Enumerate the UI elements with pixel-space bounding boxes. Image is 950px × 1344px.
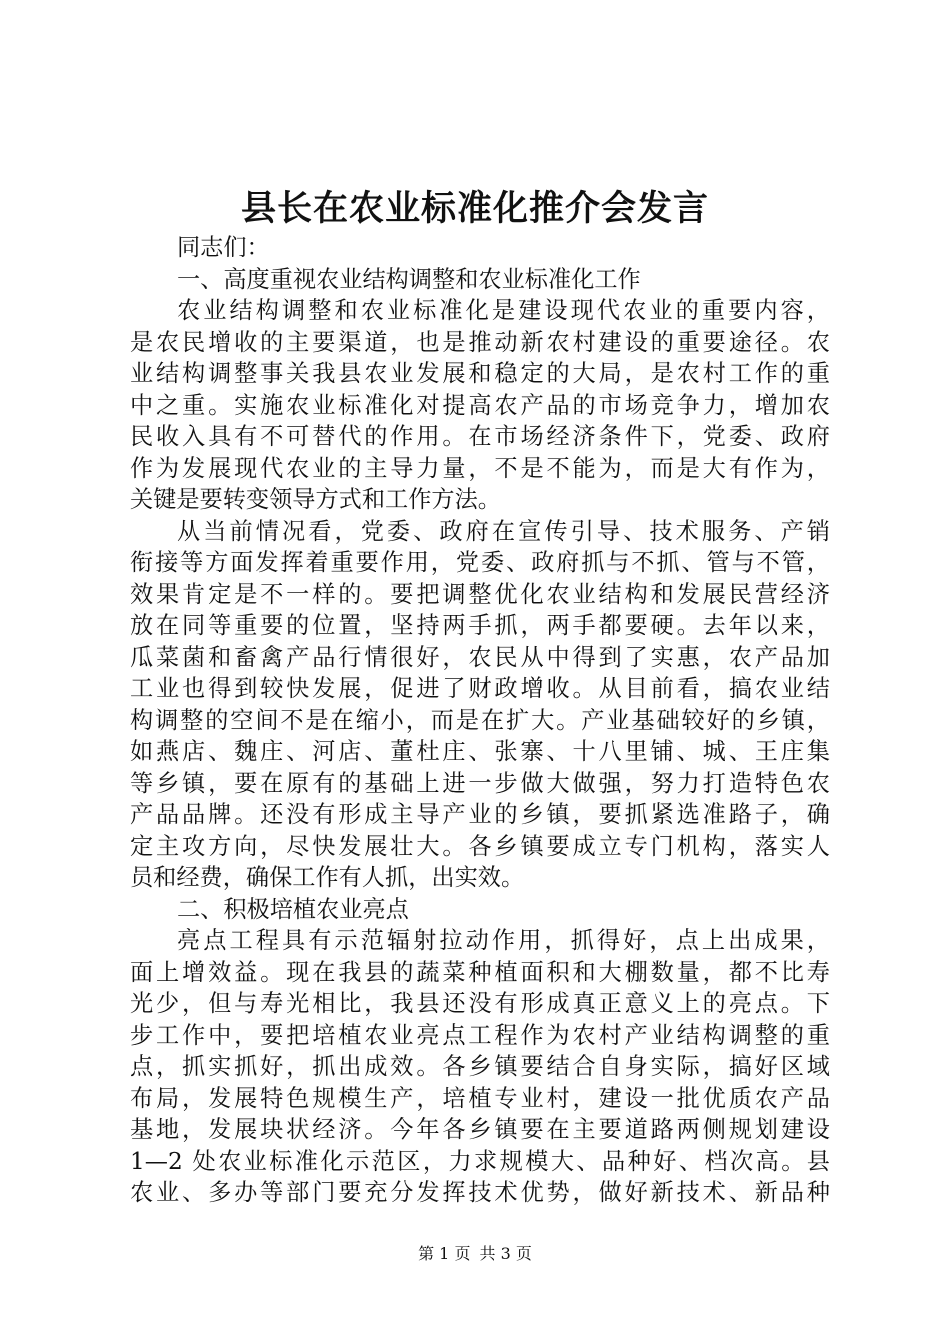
text-line: 面上增效益。现在我县的蔬菜种植面积和大棚数量，都不比寿 bbox=[130, 958, 830, 986]
text-line: 步工作中，要把培植农业亮点工程作为农村产业结构调整的重 bbox=[130, 1021, 830, 1049]
text-line: 等乡镇，要在原有的基础上进一步做大做强，努力打造特色农 bbox=[130, 769, 830, 797]
text-line: 基地，发展块状经济。今年各乡镇要在主要道路两侧规划建设 bbox=[130, 1116, 830, 1143]
text-line: 农业、多办等部门要充分发挥技术优势，做好新技术、新品种 bbox=[130, 1179, 830, 1206]
text-line: 民收入具有不可替代的作用。在市场经济条件下，党委、政府 bbox=[130, 423, 830, 450]
text-line: 衔接等方面发挥着重要作用，党委、政府抓与不抓、管与不管， bbox=[130, 549, 830, 576]
text-line: 关键是要转变领导方式和工作方法。 bbox=[130, 486, 501, 513]
text-line: 光少，但与寿光相比，我县还没有形成真正意义上的亮点。下 bbox=[130, 990, 830, 1017]
text-line: 中之重。实施农业标准化对提高农产品的市场竞争力，增加农 bbox=[130, 391, 830, 419]
text-line: 效果肯定是不一样的。要把调整优化农业结构和发展民营经济 bbox=[130, 580, 830, 608]
text-line: 工业也得到较快发展，促进了财政增收。从目前看，搞农业结 bbox=[130, 675, 830, 702]
text-line: 亮点工程具有示范辐射拉动作用，抓得好，点上出成果， bbox=[177, 927, 830, 954]
text-line: 业结构调整事关我县农业发展和稳定的大局，是农村工作的重 bbox=[130, 360, 830, 387]
text-line: 同志们： bbox=[177, 234, 270, 261]
text-line: 瓜菜菌和畜禽产品行情很好，农民从中得到了实惠，农产品加 bbox=[130, 643, 830, 671]
text-line: 放在同等重要的位置，坚持两手抓，两手都要硬。去年以来， bbox=[130, 612, 830, 639]
page-total: 共 3 页 bbox=[479, 1244, 532, 1263]
text-line: 1—2 处农业标准化示范区，力求规模大、品种好、档次高。县 bbox=[130, 1147, 830, 1175]
text-line: 员和经费，确保工作有人抓，出实效。 bbox=[130, 864, 525, 891]
text-line: 布局，发展特色规模生产，培植专业村，建设一批优质农产品 bbox=[130, 1084, 830, 1112]
text-line: 农业结构调整和农业标准化是建设现代农业的重要内容， bbox=[177, 297, 830, 324]
page-title: 县长在农业标准化推介会发言 bbox=[240, 188, 709, 229]
text-line: 定主攻方向，尽快发展壮大。各乡镇要成立专门机构，落实人 bbox=[130, 832, 830, 860]
text-line: 产品品牌。还没有形成主导产业的乡镇，要抓紧选准路子，确 bbox=[130, 801, 830, 828]
text-line: 作为发展现代农业的主导力量，不是不能为，而是大有作为， bbox=[130, 454, 830, 482]
text-line: 是农民增收的主要渠道，也是推动新农村建设的重要途径。农 bbox=[130, 328, 830, 356]
text-line: 一、高度重视农业结构调整和农业标准化工作 bbox=[177, 265, 641, 293]
text-line: 点，抓实抓好，抓出成效。各乡镇要结合自身实际，搞好区域 bbox=[130, 1053, 830, 1080]
document-body bbox=[130, 232, 830, 1209]
page-number: 第 1 页 bbox=[418, 1244, 471, 1263]
text-line: 从当前情况看，党委、政府在宣传引导、技术服务、产销 bbox=[177, 517, 830, 545]
text-line: 构调整的空间不是在缩小，而是在扩大。产业基础较好的乡镇， bbox=[130, 706, 830, 734]
page-footer bbox=[0, 1244, 950, 1264]
text-line: 如燕店、魏庄、河店、董杜庄、张寨、十八里铺、城、王庄集 bbox=[130, 738, 830, 765]
text-line: 二、积极培植农业亮点 bbox=[177, 895, 409, 923]
